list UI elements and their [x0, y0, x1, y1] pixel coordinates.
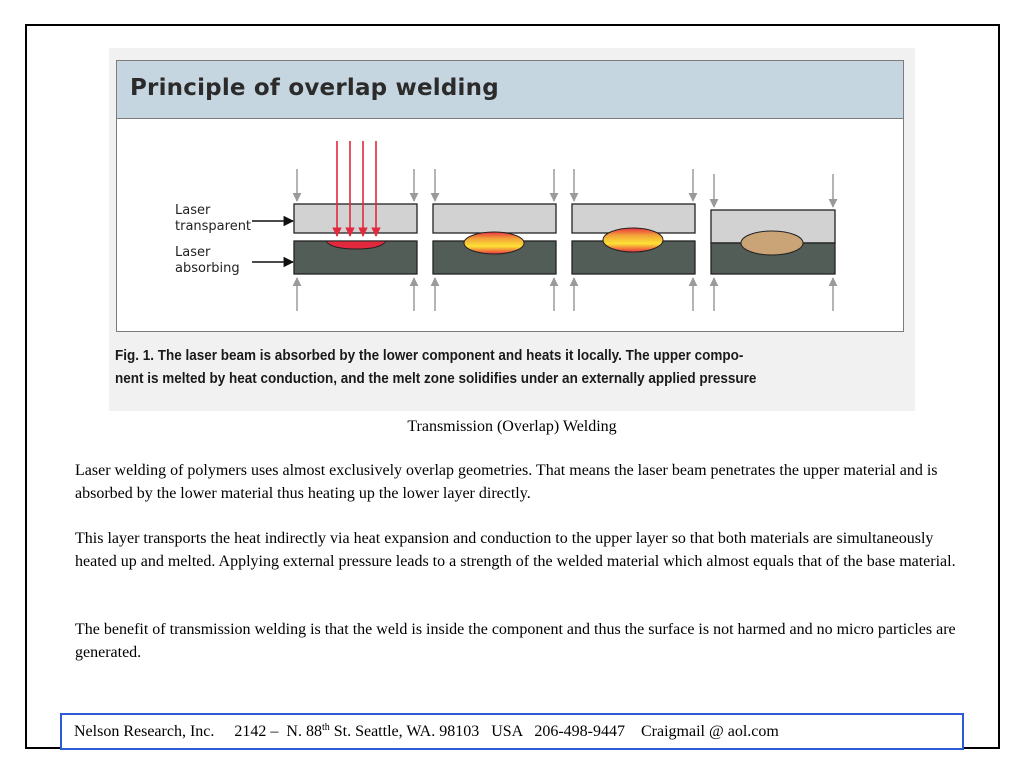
solidified-weld — [741, 231, 803, 255]
overlap-welding-diagram — [117, 119, 903, 331]
figure-caption — [115, 344, 831, 390]
stage-4-solidified — [711, 174, 835, 311]
footer-address-number: 2142 – N. 88 — [234, 723, 322, 740]
label-laser-absorbing-2: absorbing — [175, 261, 240, 276]
paragraph-heat-transport: This layer transports the heat indirectly via heat expansion and conduction to the upper layer so that both materials are simultaneously heated up and melted. Applying external pressure leads to a strength of the welded material which almost equals that of the base material. — [75, 530, 956, 570]
figure-title: Principle of overlap welding — [130, 75, 499, 101]
figure-caption-line: nent is melted by heat conduction, and the melt zone solidifies under an externally applied pressure — [115, 370, 757, 387]
footer-email[interactable]: Craigmail @ aol.com — [641, 723, 779, 740]
label-laser-absorbing-1: Laser — [175, 245, 211, 260]
figure-panel — [116, 60, 904, 332]
stage-2-melting — [433, 169, 556, 311]
label-laser-transparent-2: transparent — [175, 219, 252, 234]
figure-caption-line: Fig. 1. The laser beam is absorbed by the lower component and heats it locally. The upper compo- — [115, 347, 744, 364]
melt-zone — [603, 228, 663, 252]
upper-layer — [294, 204, 417, 233]
footer-company: Nelson Research, Inc. — [74, 723, 215, 740]
figure-header — [117, 61, 903, 119]
stage-1-laser-irradiation — [294, 141, 417, 311]
label-laser-transparent-1: Laser — [175, 203, 211, 218]
section-subtitle: Transmission (Overlap) Welding — [407, 418, 617, 435]
footer-country: USA — [491, 723, 523, 740]
footer-address-ordinal: th — [321, 722, 330, 733]
footer-address: St. Seattle, WA. 98103 — [329, 723, 480, 740]
stage-3-heat-conduction — [572, 169, 695, 311]
footer-phone: 206-498-9447 — [534, 723, 625, 740]
contact-footer — [60, 713, 964, 750]
paragraph-overlap-geometry: Laser welding of polymers uses almost exclusively overlap geometries. That means the laser beam penetrates the upper material and is absorbed by the lower material thus heating up the lower layer directly. — [75, 462, 938, 502]
welding-figure — [109, 48, 915, 411]
melt-zone — [464, 232, 524, 254]
paragraph-benefit: The benefit of transmission welding is that the weld is inside the component and thus the surface is not harmed and no micro particles are generated. — [75, 621, 956, 661]
upper-layer — [433, 204, 556, 233]
